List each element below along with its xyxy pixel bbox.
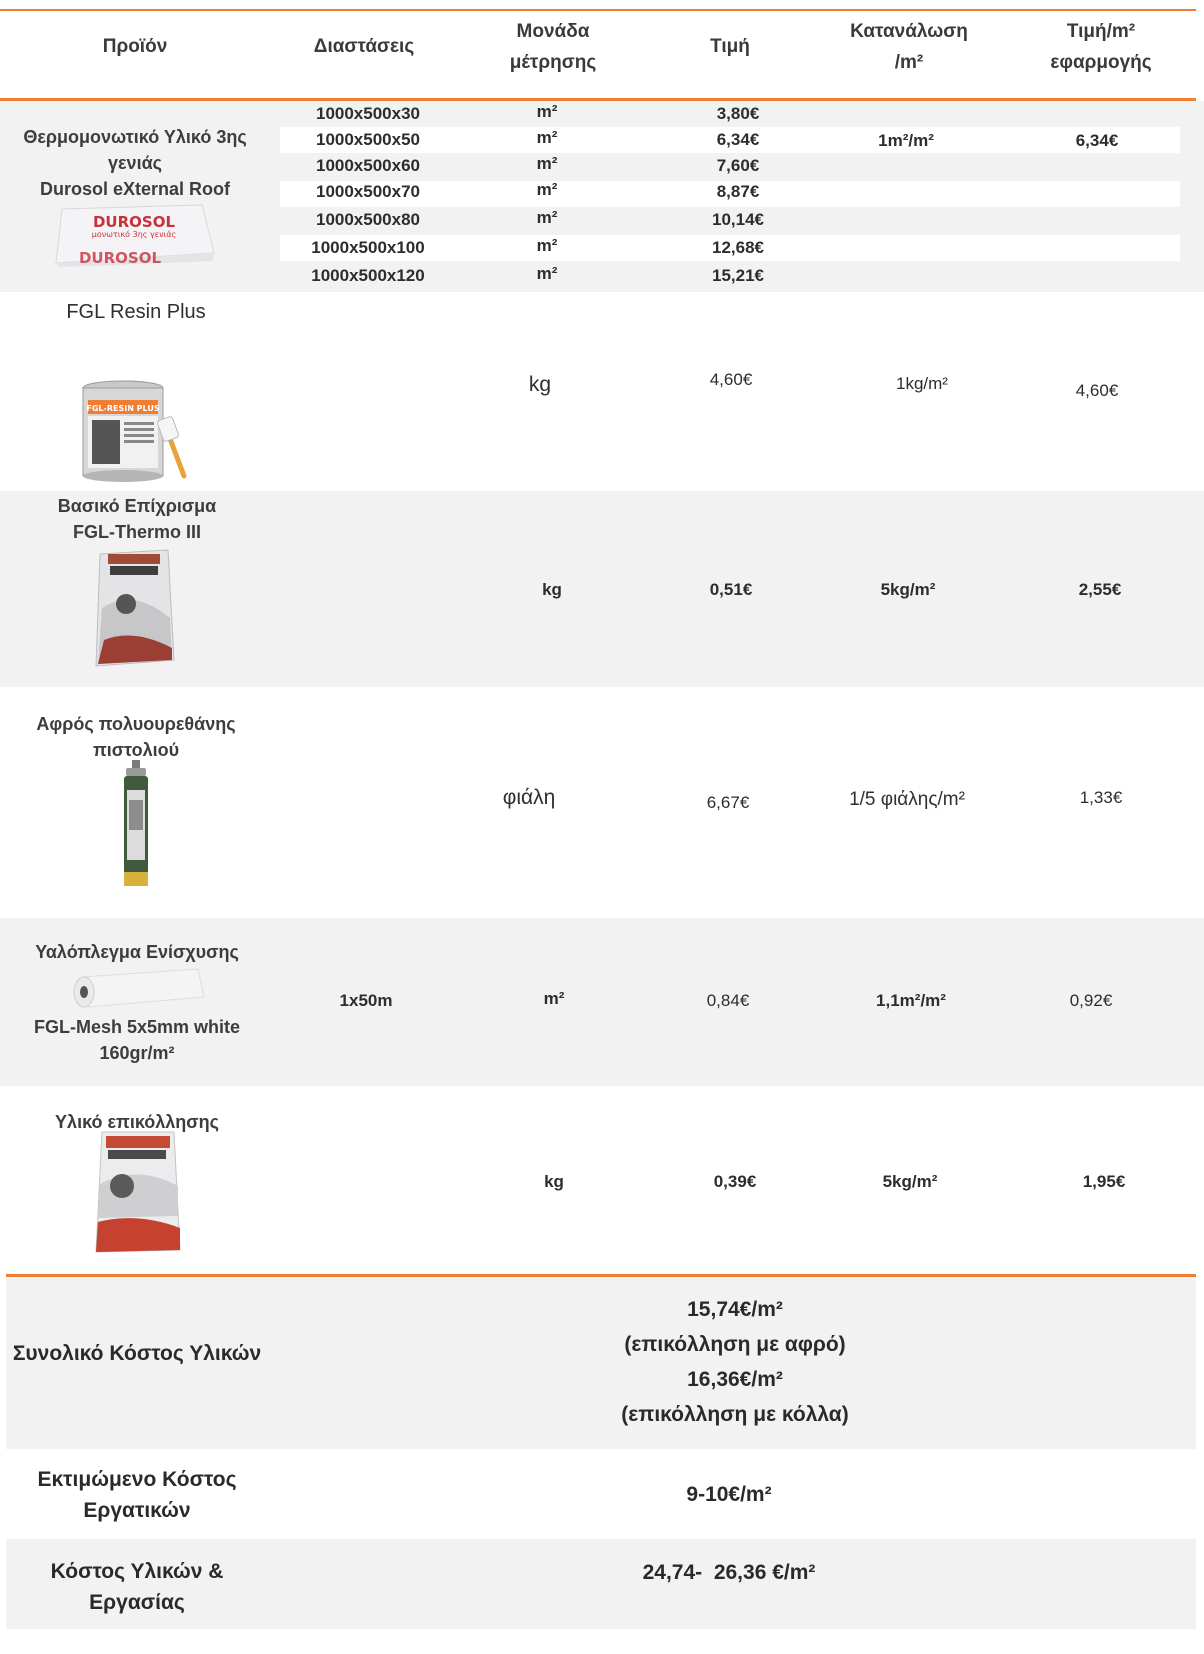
- header-consumption-line1: Κατανάλωση: [850, 21, 968, 42]
- mesh-unit: m²: [543, 989, 565, 1008]
- materials-total-label: Συνολικό Κόστος Υλικών: [12, 1342, 262, 1365]
- adhesive-price-per-m2: 1,95€: [1082, 1172, 1126, 1191]
- resin-consumption: 1kg/m²: [896, 374, 948, 393]
- durosol-unit: m²: [536, 236, 558, 255]
- labor-value: 9-10€/m²: [686, 1483, 772, 1506]
- labor-label: [37, 1464, 236, 1526]
- header-product: Προϊόν: [102, 36, 168, 57]
- materials-total-line2: (επικόλληση με αφρό): [624, 1333, 846, 1356]
- durosol-price: 3,80€: [716, 104, 760, 123]
- mesh-name-top: Υαλόπλεγμα Ενίσχυσης: [35, 942, 239, 962]
- durosol-logo-text: DUROSOL: [92, 213, 176, 231]
- header-consumption: [850, 16, 968, 78]
- mesh-name-bottom: [34, 1014, 240, 1066]
- header-ppm-line1: Τιμή/m²: [1066, 21, 1136, 42]
- thermo-name-line1: Βασικό Επίχρισμα: [57, 496, 217, 516]
- header-unit-line1: Μονάδα: [516, 21, 590, 42]
- header-unit: [510, 16, 597, 78]
- foam-can-image: [122, 760, 150, 888]
- durosol-price-per-m2: 6,34€: [1075, 131, 1119, 150]
- adhesive-unit: kg: [544, 1172, 564, 1191]
- thermo-name: [58, 493, 217, 545]
- thermo-price: 0,51€: [709, 580, 753, 599]
- durosol-logo-text-2: DUROSOL: [78, 249, 162, 267]
- adhesive-bag-image: [92, 1128, 184, 1256]
- resin-price: 4,60€: [709, 370, 753, 389]
- durosol-dim: 1000x500x60: [315, 156, 421, 175]
- durosol-name: [23, 124, 246, 202]
- durosol-dim: 1000x500x70: [315, 182, 421, 201]
- header-consumption-line2: /m²: [894, 52, 924, 73]
- mesh-consumption: 1,1m²/m²: [876, 991, 946, 1010]
- resin-can-image: [80, 378, 190, 483]
- thermo-name-line2: FGL-Thermo III: [73, 522, 201, 542]
- foam-consumption: 1/5 φιάλης/m²: [849, 789, 965, 810]
- header-ppm-line2: εφαρμογής: [1050, 52, 1152, 73]
- foam-name-line2: πιστολιού: [92, 740, 180, 760]
- materials-total-line4: (επικόλληση με κόλλα): [621, 1403, 849, 1426]
- thermo-unit: kg: [542, 580, 562, 599]
- durosol-unit: m²: [536, 102, 558, 121]
- thermo-consumption: 5kg/m²: [880, 580, 936, 599]
- resin-price-per-m2: 4,60€: [1075, 381, 1119, 400]
- durosol-dim: 1000x500x50: [315, 130, 421, 149]
- mesh-name-line3: 160gr/m²: [99, 1043, 175, 1063]
- header-price-per-m2: [1050, 16, 1151, 78]
- durosol-dim: 1000x500x30: [315, 104, 421, 123]
- mesh-roll-image: [70, 967, 206, 1013]
- header-price: Τιμή: [710, 36, 750, 57]
- foam-price-per-m2: 1,33€: [1079, 788, 1123, 807]
- durosol-dim: 1000x500x80: [315, 210, 421, 229]
- foam-unit: φιάλη: [502, 786, 556, 809]
- mesh-price: 0,84€: [706, 991, 750, 1010]
- durosol-unit: m²: [536, 128, 558, 147]
- grand-total-label-line1: Κόστος Υλικών &: [50, 1560, 224, 1583]
- thermo-bag-image: [92, 548, 176, 668]
- durosol-unit: m²: [536, 208, 558, 227]
- durosol-price: 12,68€: [712, 238, 764, 257]
- header-dimensions: Διαστάσεις: [313, 36, 415, 57]
- durosol-unit: m²: [536, 180, 558, 199]
- durosol-price: 6,34€: [716, 130, 760, 149]
- mesh-name-line2: FGL-Mesh 5x5mm white: [33, 1017, 241, 1037]
- adhesive-price: 0,39€: [713, 1172, 757, 1191]
- grand-total-label: [51, 1556, 224, 1618]
- grand-total-label-line2: Εργασίας: [89, 1591, 185, 1614]
- materials-total-line1: 15,74€/m²: [687, 1298, 783, 1321]
- durosol-dim: 1000x500x100: [311, 238, 425, 257]
- foam-price: 6,67€: [706, 793, 750, 812]
- durosol-unit: m²: [536, 154, 558, 173]
- mesh-dimensions: 1x50m: [339, 991, 393, 1010]
- adhesive-consumption: 5kg/m²: [882, 1172, 938, 1191]
- durosol-logo-sub: μονωτικό 3ης γενιάς: [91, 230, 177, 239]
- durosol-board-image: [52, 203, 218, 267]
- grand-total-value: 24,74- 26,36 €/m²: [642, 1561, 816, 1584]
- adhesive-name: Υλικό επικόλλησης: [55, 1112, 219, 1132]
- resin-name: FGL Resin Plus: [66, 301, 206, 323]
- labor-label-line2: Εργατικών: [83, 1499, 191, 1522]
- durosol-price: 7,60€: [716, 156, 760, 175]
- foam-name-line1: Αφρός πολυουρεθάνης: [36, 714, 236, 734]
- durosol-price: 15,21€: [712, 266, 764, 285]
- durosol-name-line1: Θερμομονωτικό Υλικό 3ης: [23, 127, 247, 147]
- top-rule: [0, 9, 1196, 11]
- header-unit-line2: μέτρησης: [509, 52, 597, 73]
- durosol-name-line2: γενιάς: [108, 153, 162, 173]
- durosol-price: 8,87€: [716, 182, 760, 201]
- durosol-consumption: 1m²/m²: [878, 131, 934, 150]
- resin-unit: kg: [528, 373, 552, 396]
- durosol-dim: 1000x500x120: [311, 266, 425, 285]
- thermo-price-per-m2: 2,55€: [1078, 580, 1122, 599]
- foam-name: [36, 711, 235, 763]
- durosol-name-line3: Durosol eXternal Roof: [39, 179, 231, 199]
- materials-total-line3: 16,36€/m²: [687, 1368, 783, 1391]
- materials-total-values: [621, 1292, 848, 1432]
- resin-can-label: FGL-RESIN PLUS: [86, 404, 160, 413]
- durosol-price: 10,14€: [712, 210, 764, 229]
- durosol-unit: m²: [536, 264, 558, 283]
- labor-label-line1: Εκτιμώμενο Κόστος: [37, 1468, 237, 1491]
- mesh-price-per-m2: 0,92€: [1069, 991, 1113, 1010]
